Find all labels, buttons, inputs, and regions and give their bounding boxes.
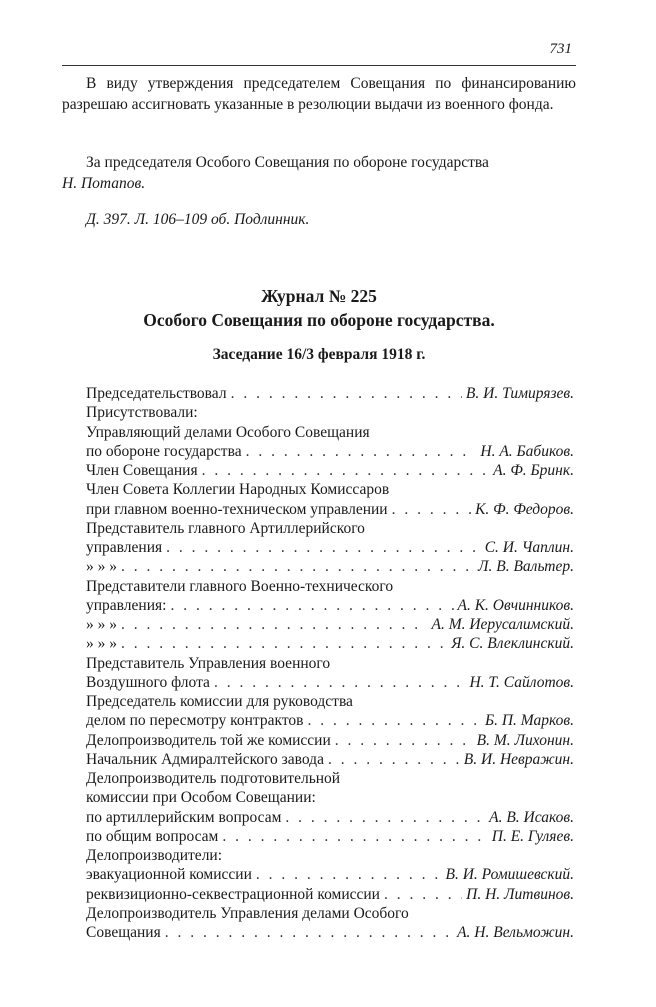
attendee-name: А. М. Иерусалимский. <box>431 616 574 633</box>
attendee-name: К. Ф. Федоров. <box>475 500 574 518</box>
attendee-row <box>86 596 574 615</box>
attendee-name: П. Е. Гуляев. <box>491 827 574 845</box>
paragraph-allocation: В виду утверждения председателем Совещания по финансированию разрешаю ассигновать указанные в резолюции выдачи из военного фонда. <box>62 75 576 113</box>
dot-leader <box>231 384 462 403</box>
attendee-role: Представитель Управления военного <box>86 654 331 672</box>
attendee-name: Л. В. Вальтер. <box>478 558 574 576</box>
attendee-role: » » » <box>86 616 117 633</box>
attendee-role: Представители главного Военно-технического <box>86 577 394 595</box>
attendee-row <box>86 808 574 827</box>
dot-leader <box>121 634 447 653</box>
dot-leader <box>165 923 453 942</box>
attendee-role: Делопроизводитель Управления делами Особого <box>86 904 409 922</box>
attendee-role: Воздушного флота <box>86 673 210 691</box>
attendee-role: Делопроизводитель той же комиссии <box>86 731 331 749</box>
dot-leader <box>384 885 462 904</box>
session-date: Заседание 16/3 февраля 1918 г. <box>212 346 426 363</box>
dot-leader <box>166 538 481 557</box>
attendee-role: по артиллерийским вопросам <box>86 808 282 826</box>
paragraph-signatory: За председателя Особого Совещания по обороне государства <box>86 154 489 171</box>
attendee-name: Я. С. Влеклинский. <box>451 635 574 653</box>
attendee-name: В. М. Лихонин. <box>476 731 574 749</box>
dot-leader <box>170 596 453 615</box>
attendee-role: Присутствовали: <box>86 404 198 422</box>
attendee-row <box>86 827 574 846</box>
attendee-row <box>86 634 574 653</box>
attendee-row <box>86 769 574 788</box>
attendee-row <box>86 846 574 865</box>
attendee-role: Председатель комиссии для руководства <box>86 693 353 710</box>
attendee-role: Совещания <box>86 924 161 941</box>
attendee-role: по обороне государства <box>86 442 242 460</box>
attendee-name: А. Ф. Бринк. <box>493 462 574 479</box>
attendee-list <box>86 384 574 942</box>
attendee-role: делом по пересмотру контрактов <box>86 712 304 730</box>
attendee-row <box>86 442 574 461</box>
dot-leader <box>202 461 490 480</box>
attendee-row <box>86 384 574 403</box>
attendee-name: С. И. Чаплин. <box>484 539 574 556</box>
dot-leader <box>214 673 466 692</box>
attendee-row <box>86 711 574 730</box>
dot-leader <box>222 827 487 846</box>
journal-title-line2: Особого Совещания по обороне государства. <box>143 310 495 330</box>
attendee-name: А. Н. Вельможин. <box>457 924 574 941</box>
attendee-role: реквизиционно-секвестрационной комиссии <box>86 885 380 903</box>
archive-source-note: Д. 397. Л. 106–109 об. Подлинник. <box>86 211 310 228</box>
attendee-row <box>86 788 574 807</box>
attendee-row <box>86 904 574 923</box>
attendee-role: Начальник Адмиралтейского завода <box>86 750 324 768</box>
dot-leader <box>256 865 442 884</box>
attendee-row <box>86 673 574 692</box>
attendee-name: Н. А. Бабиков. <box>480 442 574 460</box>
attendee-role: » » » <box>86 635 117 653</box>
attendee-row <box>86 423 574 442</box>
attendee-name: А. К. Овчинников. <box>457 596 574 614</box>
attendee-role: комиссии при Особом Совещании: <box>86 789 316 807</box>
attendee-row <box>86 480 574 499</box>
attendee-row <box>86 865 574 884</box>
dot-leader <box>285 808 485 827</box>
attendee-row <box>86 731 574 750</box>
attendee-row <box>86 692 574 711</box>
attendee-row <box>86 557 574 576</box>
attendee-role: Член Совещания <box>86 462 198 479</box>
attendee-name: В. И. Ромишевский. <box>445 866 574 884</box>
dot-leader <box>246 442 477 461</box>
attendee-row <box>86 519 574 538</box>
attendee-row <box>86 885 574 904</box>
attendee-row <box>86 615 574 634</box>
attendee-row <box>86 577 574 596</box>
attendee-row <box>86 500 574 519</box>
attendee-role: Член Совета Коллегии Народных Комиссаров <box>86 481 390 499</box>
attendee-row <box>86 750 574 769</box>
dot-leader <box>328 750 460 769</box>
signature-block <box>62 152 576 194</box>
dot-leader <box>121 615 427 634</box>
dot-leader <box>121 557 474 576</box>
attendee-role: Делопроизводители: <box>86 847 223 864</box>
dot-leader <box>307 711 480 730</box>
attendee-name: Н. Т. Сайлотов. <box>469 673 574 691</box>
attendee-name: В. И. Тимирязев. <box>465 385 574 402</box>
attendee-name: П. Н. Литвинов. <box>466 885 574 903</box>
journal-title <box>62 284 576 332</box>
attendee-role: » » » <box>86 558 117 576</box>
attendee-name: В. И. Невражин. <box>463 750 574 768</box>
journal-title-line1: Журнал № 225 <box>261 286 377 306</box>
attendee-role: при главном военно-техническом управлении <box>86 500 388 518</box>
attendee-role: Делопроизводитель подготовительной <box>86 770 341 787</box>
page-number: 731 <box>549 41 572 57</box>
attendee-name: А. В. Исаков. <box>489 808 574 826</box>
header-rule <box>62 65 576 66</box>
attendee-row <box>86 923 574 942</box>
attendee-role: управления <box>86 539 163 556</box>
attendee-row <box>86 403 574 422</box>
attendee-row <box>86 538 574 557</box>
signature-name: Н. Потапов. <box>62 175 146 192</box>
attendee-role: эвакуационной комиссии <box>86 866 252 884</box>
attendee-role: по общим вопросам <box>86 827 219 845</box>
attendee-role: Председательствовал <box>86 385 227 402</box>
dot-leader <box>335 731 473 750</box>
attendee-name: Б. П. Марков. <box>484 712 574 730</box>
dot-leader <box>392 500 471 519</box>
attendee-row <box>86 654 574 673</box>
attendee-role: управления: <box>86 596 167 614</box>
attendee-role: Управляющий делами Особого Совещания <box>86 423 370 441</box>
attendee-row <box>86 461 574 480</box>
attendee-role: Представитель главного Артиллерийского <box>86 519 365 537</box>
